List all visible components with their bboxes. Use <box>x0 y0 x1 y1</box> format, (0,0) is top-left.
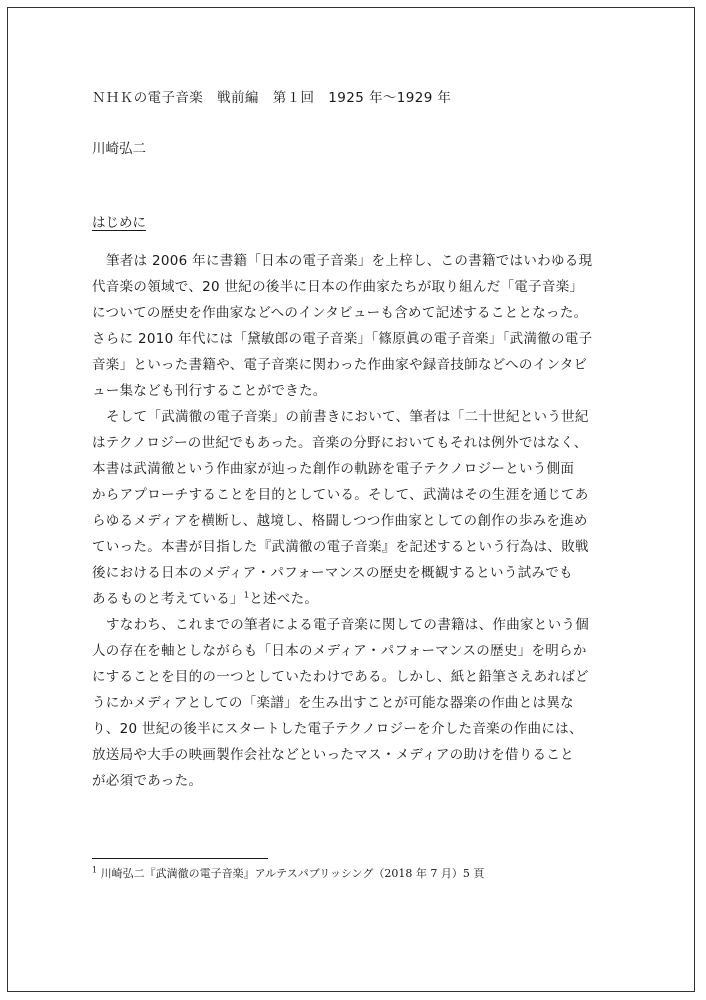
document-page <box>7 7 695 992</box>
paragraph-3-line: うにかメディアとしての「楽譜」を生み出すことが可能な器楽の作曲とは異な <box>92 695 574 711</box>
paragraph-3-line: 人の存在を軸としながらも「日本のメディア・パフォーマンスの歴史」を明らか <box>92 643 587 659</box>
footnote-reference[interactable]: 1 <box>243 590 250 600</box>
paragraph-2-line: ていった。本書が目指した『武満徹の電子音楽』を記述するという行為は、敗戦 <box>92 539 589 555</box>
paragraph-3-line: が必須であった。 <box>92 773 203 789</box>
body-text <box>92 248 632 794</box>
paragraph-2-line: そして「武満徹の電子音楽」の前書きにおいて、筆者は「二十世紀という世紀 <box>106 409 589 425</box>
paragraph-2-line-text: あるものと考えている」 <box>92 591 244 607</box>
paragraph-2-line: 本書は武満徹という作曲家が辿った創作の軌跡を電子テクノロジーという側面 <box>92 461 575 477</box>
document-title: ＮＨＫの電子音楽 戦前編 第１回 1925 年〜1929 年 <box>92 90 452 106</box>
author-name: 川崎弘二 <box>92 141 146 157</box>
paragraph-1-line: 音楽」といった書籍や、電子音楽に関わった作曲家や録音技師などへのインタビ <box>92 357 588 373</box>
paragraph-1-line: についての歴史を作曲家などへのインタビューも含めて記述することとなった。 <box>92 305 588 321</box>
paragraph-2-line: らゆるメディアを横断し、越境し、格闘しつつ作曲家としての創作の歩みを進め <box>92 513 588 529</box>
paragraph-1-line: さらに 2010 年代には「黛敏郎の電子音楽」「篠原眞の電子音楽」「武満徹の電子 <box>92 331 593 347</box>
paragraph-1-line: 代音楽の領域で、20 世紀の後半に日本の作曲家たちが取り組んだ「電子音楽」 <box>92 279 584 295</box>
paragraph-3-line: 放送局や大手の映画製作会社などといったマス・メディアの助けを借りること <box>92 747 574 763</box>
paragraph-2-line: 後における日本のメディア・パフォーマンスの歴史を概観するという試みでも <box>92 565 573 581</box>
paragraph-2-line: はテクノロジーの世紀でもあった。音楽の分野においてもそれは例外ではなく、 <box>92 435 588 451</box>
footnote-text: 川崎弘二『武満徹の電子音楽』アルテスパブリッシング（2018 年 7 月）5 頁 <box>100 867 485 880</box>
paragraph-2-line-tail: と述べた。 <box>249 591 319 607</box>
footnote-divider <box>92 858 268 859</box>
footnote <box>92 865 484 881</box>
paragraph-3-line: り、20 世紀の後半にスタートした電子テクノロジーを介した音楽の作曲には、 <box>92 721 583 737</box>
paragraph-2-last-line <box>92 586 632 612</box>
paragraph-1-line: ュー集なども刊行することができた。 <box>92 383 327 399</box>
paragraph-3-line: にすることを目的の一つとしていたわけである。しかし、紙と鉛筆さえあればど <box>92 669 589 685</box>
paragraph-2-line: からアプローチすることを目的としている。そして、武満はその生涯を通じてあ <box>92 487 589 503</box>
paragraph-1-line: 筆者は 2006 年に書籍「日本の電子音楽」を上梓し、この書籍ではいわゆる現 <box>106 253 593 269</box>
paragraph-3-line: すなわち、これまでの筆者による電子音楽に関しての書籍は、作曲家という個 <box>106 617 589 633</box>
footnote-marker: 1 <box>92 865 98 875</box>
section-heading: はじめに <box>92 215 146 231</box>
